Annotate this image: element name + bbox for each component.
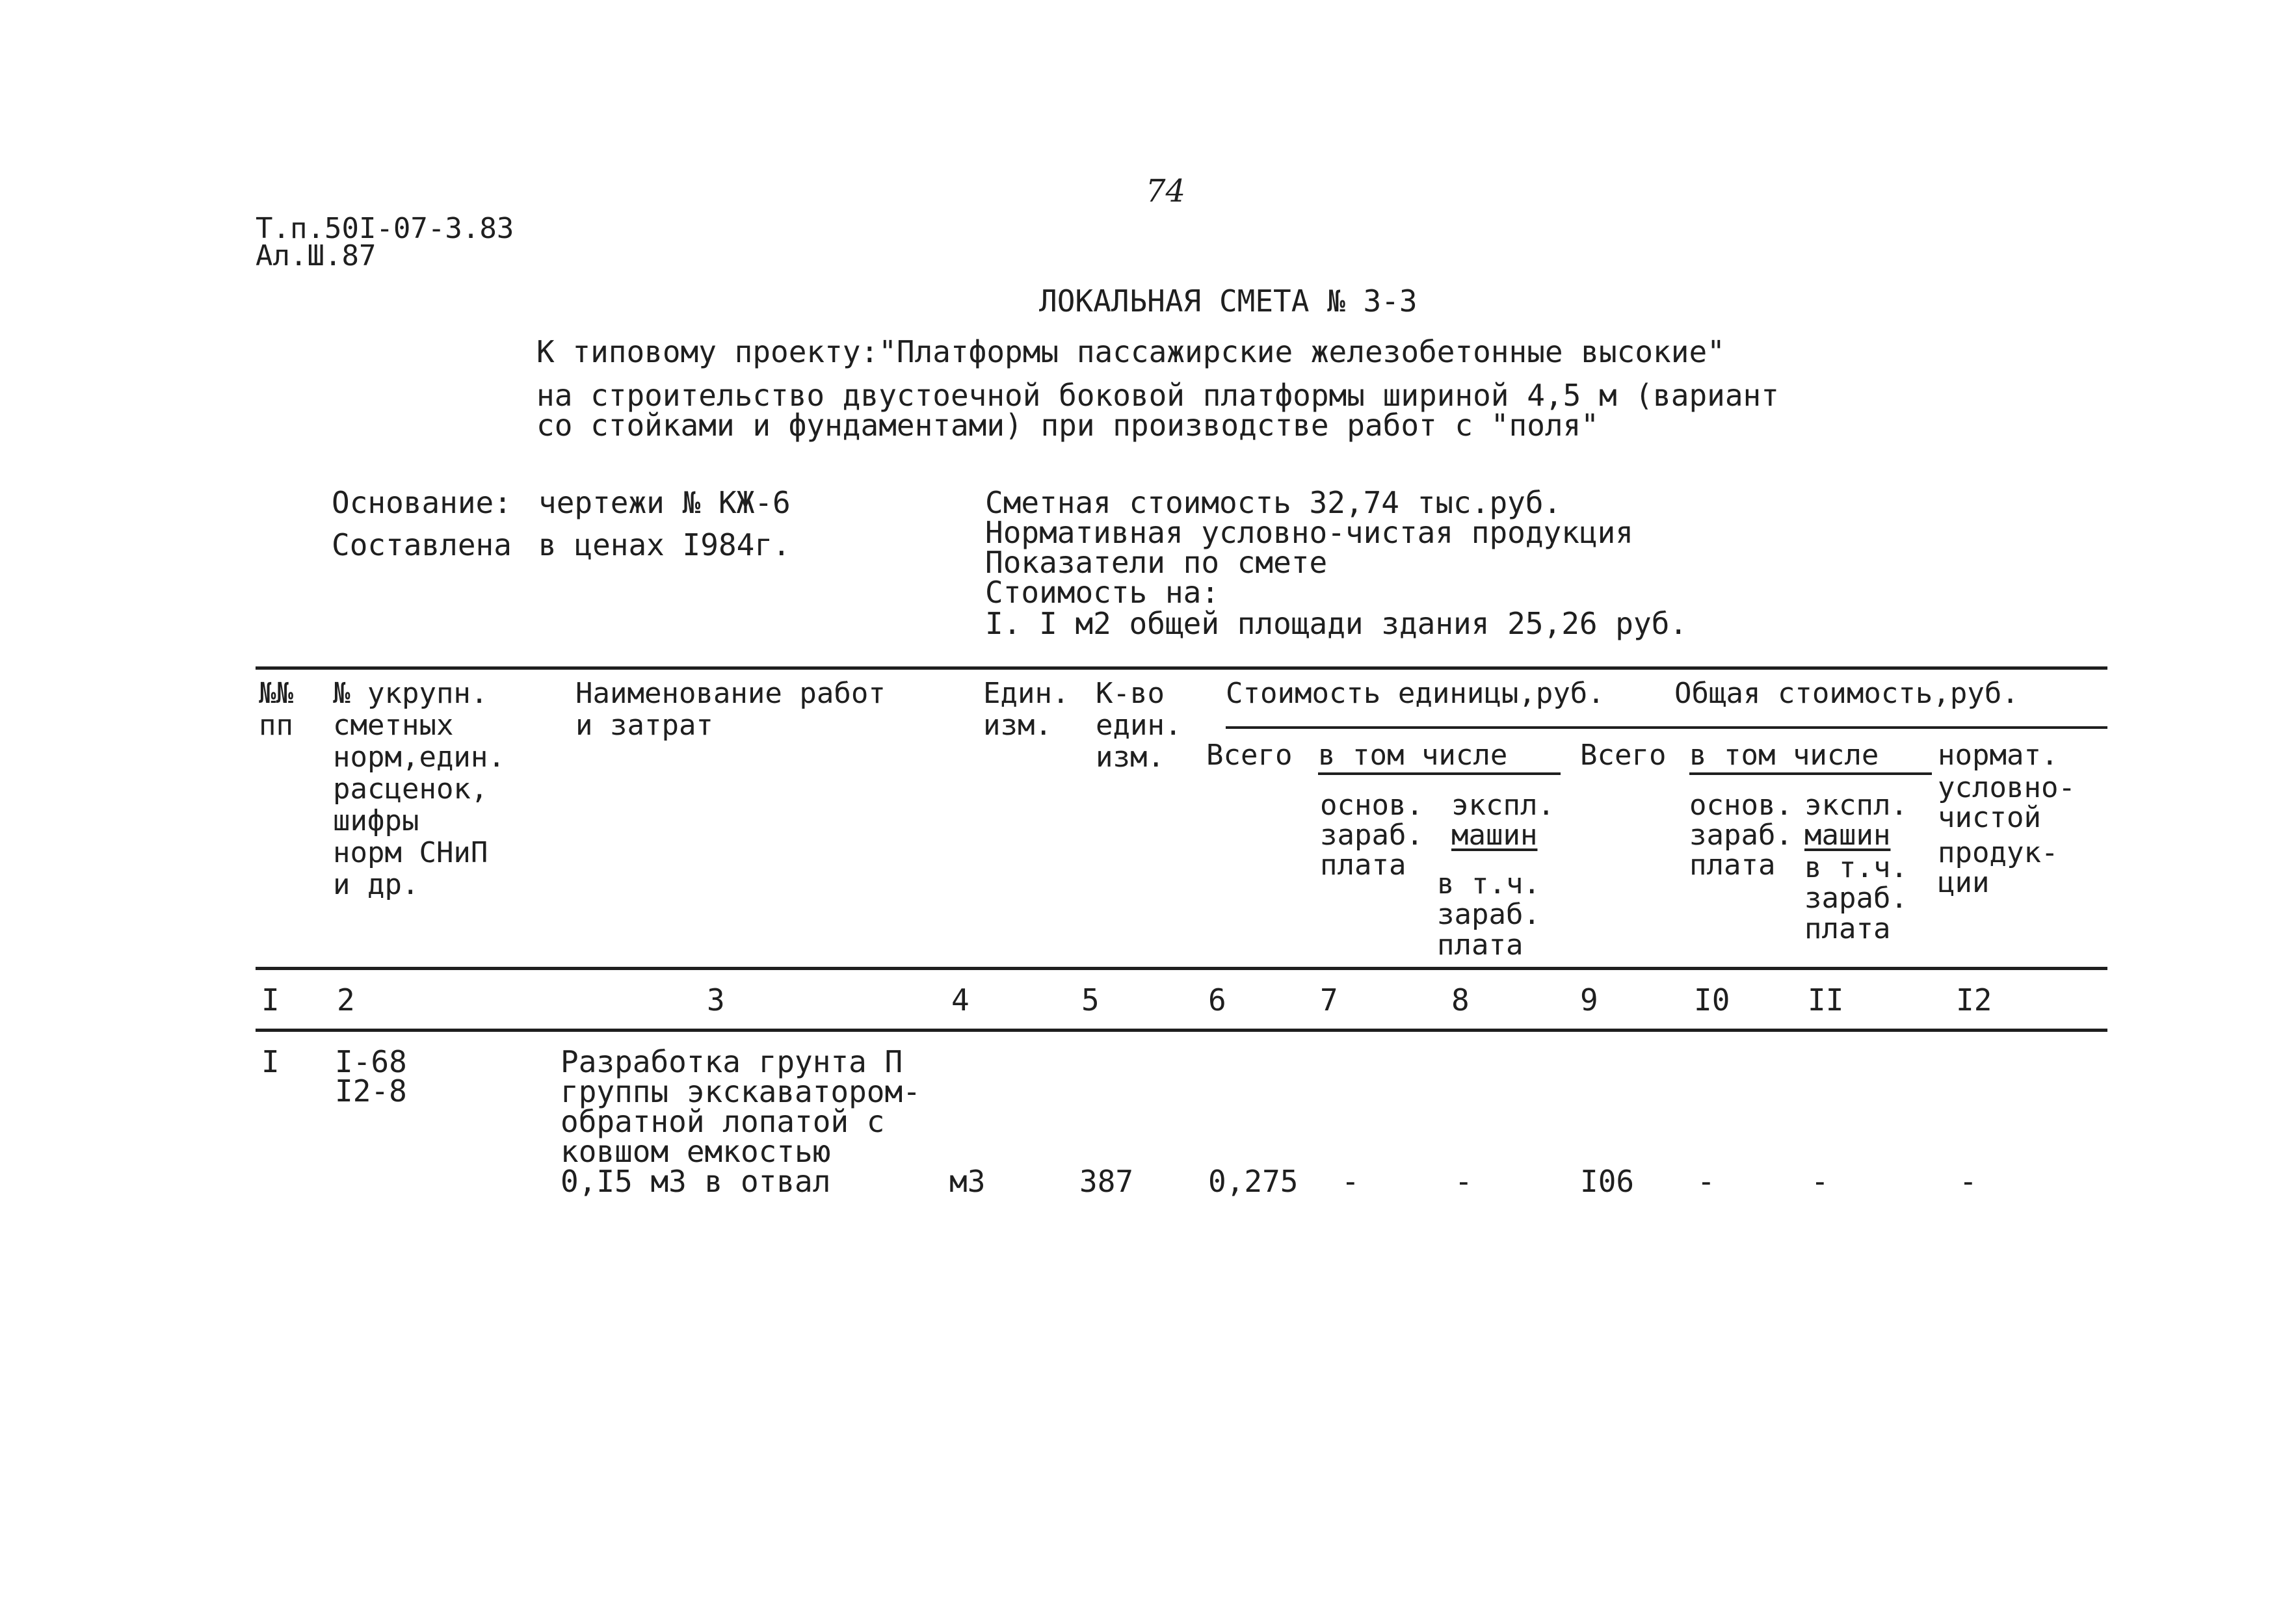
incl-rule-total bbox=[1689, 772, 1932, 775]
row-number: I bbox=[261, 1044, 280, 1079]
subtitle-line2: на строительство двустоечной боковой платформы шириной 4,5 м (вариант bbox=[536, 378, 1779, 413]
header-unit-total: Всего bbox=[1206, 739, 1293, 772]
header-col2-line3: норм,един. bbox=[333, 741, 505, 774]
row-code-line1: I-68 bbox=[335, 1044, 407, 1079]
subtitle-line3: со стойками и фундаментами) при производстве работ с "поля" bbox=[536, 408, 1599, 443]
basis-value: чертежи № КЖ-6 bbox=[538, 485, 791, 520]
header-total-cost-group: Общая стоимость,руб. bbox=[1674, 677, 2019, 710]
row-unit-machines: - bbox=[1455, 1164, 1473, 1199]
column-number-1: I bbox=[261, 982, 280, 1018]
column-number-11: II bbox=[1808, 982, 1844, 1018]
subtitle-line1: К типовому проекту:"Платформы пассажирские железобетонные высокие" bbox=[536, 334, 1725, 369]
header-col1-line2: пп bbox=[259, 709, 293, 742]
header-unit-cost-group: Стоимость единицы,руб. bbox=[1226, 677, 1605, 710]
header-unit-machines-line1: экспл. bbox=[1451, 789, 1555, 822]
header-col2-line7: и др. bbox=[333, 868, 419, 901]
compiled-value: в ценах I984г. bbox=[538, 527, 791, 562]
doc-ref-line1: Т.п.50I-07-3.83 bbox=[256, 212, 514, 245]
header-norm-net-line5: ции bbox=[1938, 866, 1990, 899]
header-total-incl: в том числе bbox=[1689, 739, 1879, 772]
compiled-label: Составлена bbox=[332, 527, 512, 562]
column-number-5: 5 bbox=[1081, 982, 1100, 1018]
header-norm-net-line3: чистой bbox=[1938, 801, 2041, 834]
header-total-total: Всего bbox=[1580, 739, 1667, 772]
basis-label: Основание: bbox=[332, 485, 512, 520]
cost-per-m2: I. I м2 общей площади здания 25,26 руб. bbox=[985, 606, 1688, 641]
header-norm-net-line2: условно- bbox=[1938, 771, 2076, 804]
header-col3-line1: Наименование работ bbox=[575, 677, 886, 710]
header-unit-wage-line1: основ. bbox=[1320, 789, 1423, 822]
header-bottom-rule bbox=[256, 967, 2107, 970]
doc-ref-line2: Ал.Ш.87 bbox=[256, 239, 376, 272]
header-col2-line4: расценок, bbox=[333, 772, 488, 806]
row-name-line2: группы экскаватором- bbox=[561, 1074, 921, 1109]
estimated-cost: Сметная стоимость 32,74 тыс.руб. bbox=[985, 485, 1562, 520]
header-col2-line5: шифры bbox=[333, 804, 419, 837]
row-total-machines: - bbox=[1811, 1164, 1829, 1199]
row-unit-total: 0,275 bbox=[1208, 1164, 1299, 1199]
header-total-wage-line1: основ. bbox=[1689, 789, 1793, 822]
header-total-incl-wage-line1: в т.ч. bbox=[1804, 851, 1908, 884]
row-total-wage: - bbox=[1697, 1164, 1715, 1199]
header-total-incl-wage-line3: плата bbox=[1804, 912, 1891, 945]
header-col2-line1: № укрупн. bbox=[333, 677, 488, 710]
group-header-rule bbox=[1226, 726, 2107, 729]
row-unit-wage: - bbox=[1341, 1164, 1360, 1199]
row-name-line1: Разработка грунта П bbox=[561, 1044, 903, 1079]
header-norm-net-line1: нормат. bbox=[1938, 739, 2059, 772]
column-numbers-rule bbox=[256, 1029, 2107, 1032]
row-total: I06 bbox=[1580, 1164, 1635, 1199]
column-number-2: 2 bbox=[337, 982, 355, 1018]
normative-product: Нормативная условно-чистая продукция bbox=[985, 515, 1633, 550]
column-number-10: I0 bbox=[1694, 982, 1730, 1018]
cost-per-heading: Стоимость на: bbox=[985, 575, 1220, 610]
row-unit: м3 bbox=[949, 1164, 986, 1199]
header-col5-line2: един. bbox=[1096, 709, 1182, 742]
header-col2-line2: сметных bbox=[333, 709, 454, 742]
column-number-8: 8 bbox=[1451, 982, 1470, 1018]
page-number: 74 bbox=[1146, 173, 1186, 209]
row-name-line5: 0,I5 м3 в отвал bbox=[561, 1164, 831, 1199]
document-title: ЛОКАЛЬНАЯ СМЕТА № 3-3 bbox=[1039, 283, 1418, 319]
column-number-3: 3 bbox=[707, 982, 725, 1018]
header-col4-line1: Един. bbox=[983, 677, 1070, 710]
row-code-line2: I2-8 bbox=[335, 1073, 407, 1109]
column-number-7: 7 bbox=[1320, 982, 1338, 1018]
incl-rule-unit bbox=[1318, 772, 1561, 775]
header-total-incl-wage-line2: зараб. bbox=[1804, 882, 1908, 915]
header-col5-line1: К-во bbox=[1096, 677, 1165, 710]
header-col2-line6: норм СНиП bbox=[333, 836, 488, 869]
header-unit-incl-wage-line1: в т.ч. bbox=[1437, 867, 1540, 901]
header-total-machines-line1: экспл. bbox=[1804, 789, 1908, 822]
row-name-line3: обратной лопатой с bbox=[561, 1104, 885, 1139]
indicators-heading: Показатели по смете bbox=[985, 545, 1328, 580]
row-norm-net: - bbox=[1959, 1164, 1977, 1199]
header-total-machines-line2: машин bbox=[1804, 819, 1891, 852]
header-col4-line2: изм. bbox=[983, 709, 1052, 742]
column-number-4: 4 bbox=[951, 982, 970, 1018]
header-total-wage-line2: зараб. bbox=[1689, 819, 1793, 852]
column-number-6: 6 bbox=[1208, 982, 1226, 1018]
header-unit-incl-wage-line2: зараб. bbox=[1437, 898, 1540, 931]
table-top-rule bbox=[256, 666, 2107, 670]
header-unit-wage-line3: плата bbox=[1320, 848, 1406, 882]
header-unit-wage-line2: зараб. bbox=[1320, 819, 1423, 852]
header-unit-incl-wage-line3: плата bbox=[1437, 928, 1524, 962]
header-unit-machines-line2: машин bbox=[1451, 819, 1538, 852]
header-total-wage-line3: плата bbox=[1689, 848, 1776, 882]
row-name-line4: ковшом емкостью bbox=[561, 1134, 831, 1169]
row-quantity: 387 bbox=[1079, 1164, 1134, 1199]
column-number-9: 9 bbox=[1580, 982, 1598, 1018]
header-col1-line1: №№ bbox=[259, 677, 293, 710]
header-col3-line2: и затрат bbox=[575, 709, 713, 742]
header-norm-net-line4: продук- bbox=[1938, 836, 2059, 869]
column-number-12: I2 bbox=[1956, 982, 1992, 1018]
header-unit-incl: в том числе bbox=[1318, 739, 1508, 772]
header-col5-line3: изм. bbox=[1096, 741, 1165, 774]
